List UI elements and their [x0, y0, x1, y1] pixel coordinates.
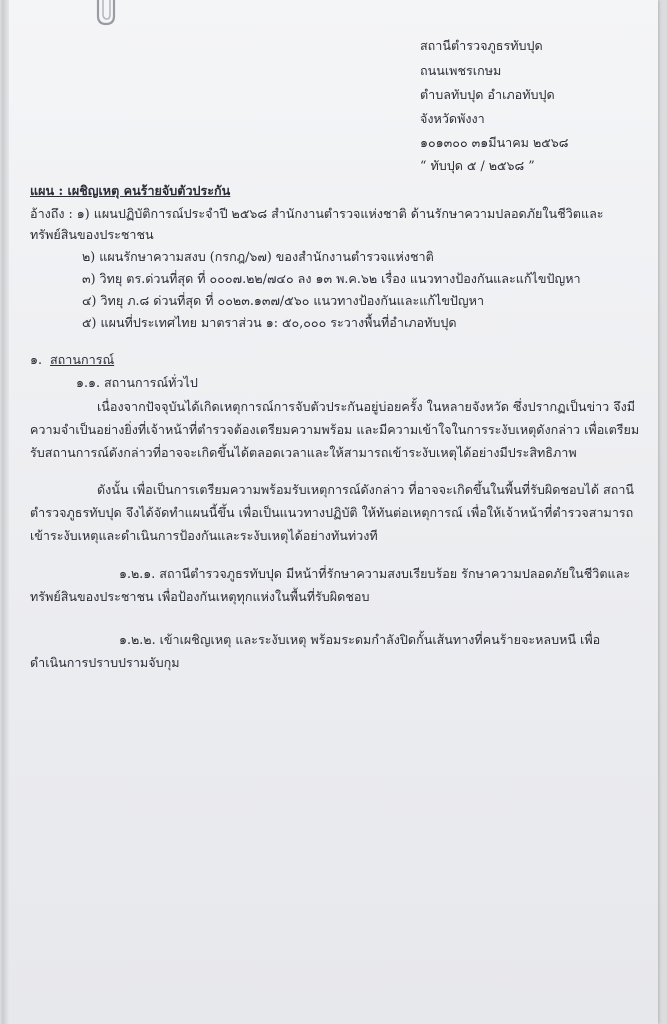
- reference-intro: อ้างถึง : ๑) แผนปฏิบัติการณ์ประจำปี ๒๕๖๘ สำนักงานตำรวจแห่งชาติ ด้านรักษาความปลอดภัยในชีวิตและ: [30, 206, 604, 221]
- document-number: “ ทับปุด ๕ / ๒๕๖๘ ”: [420, 158, 535, 173]
- address-line: ถนนเพชรเกษม: [420, 63, 502, 78]
- paragraph-line: ดำเนินการปราบปรามจับกุม: [30, 655, 180, 670]
- paragraph-line: ๑.๒.๒. เข้าเผชิญเหตุ และระงับเหตุ พร้อมระดมกำลังปิดกั้นเส้นทางที่คนร้ายจะหลบหนี เพื่อ: [119, 632, 601, 647]
- page-edge: [2, 0, 9, 1024]
- document-page: [2, 0, 658, 1024]
- paragraph-line: เนื่องจากปัจจุบันได้เกิดเหตุการณ์การจับตัวประกันอยู่บ่อยครั้ง ในหลายจังหวัด ซึ่งปรากฏเป็นข่าว จึงมี: [97, 399, 636, 414]
- address-line: สถานีตำรวจภูธรทับปุด: [420, 38, 543, 53]
- paragraph-line: ความจำเป็นอย่างยิ่งที่เจ้าหน้าที่ตำรวจต้องเตรียมความพร้อม และมีความเข้าใจในการระงับเหตุดังกล่าว เพื่อเตรียม: [30, 422, 640, 437]
- paragraph-line: รับสถานการณ์ดังกล่าวที่อาจจะเกิดขึ้นได้ตลอดเวลาและให้สามารถเข้าระงับเหตุได้อย่างมีประสิทธิภาพ: [30, 445, 577, 460]
- address-line: ตำบลทับปุด อำเภอทับปุด: [420, 87, 555, 102]
- paragraph-line: เข้าระงับเหตุและดำเนินการป้องกันและระงับเหตุได้อย่างทันท่วงที: [30, 528, 378, 543]
- reference-item: ๕) แผนที่ประเทศไทย มาตราส่วน ๑: ๕๐,๐๐๐ ระวางพื้นที่อำเภอทับปุด: [82, 315, 457, 330]
- section-number: ๑.: [30, 352, 42, 367]
- paragraph-line: ๑.๒.๑. สถานีตำรวจภูธรทับปุด มีหน้าที่รักษาความสงบเรียบร้อย รักษาความปลอดภัยในชีวิตและ: [119, 566, 631, 581]
- reference-item: ๓) วิทยุ ตร.ด่วนที่สุด ที่ ๐๐๐๗.๒๒/๗๔๐ ลง ๑๓ พ.ค.๖๒ เรื่อง แนวทางป้องกันและแก้ไขปัญหา: [82, 271, 581, 286]
- paragraph-line: ทรัพย์สินของประชาชน เพื่อป้องกันเหตุทุกแห่งในพื้นที่รับผิดชอบ: [30, 589, 370, 604]
- reference-intro-cont: ทรัพย์สินของประชาชน: [30, 227, 154, 242]
- paragraph-line: ตำรวจภูธรทับปุด จึงได้จัดทำแผนนี้ขึ้น เพื่อเป็นแนวทางปฏิบัติ ให้ทันต่อเหตุการณ์ เพื่อให้เจ้าหน้าที่ตำรวจสามารถ: [30, 505, 634, 520]
- paragraph-line: ดังนั้น เพื่อเป็นการเตรียมความพร้อมรับเหตุการณ์ดังกล่าว ที่อาจจะเกิดขึ้นในพื้นที่รับผิดชอบได้ สถานี: [97, 482, 635, 497]
- reference-item: ๒) แผนรักษาความสงบ (กรกฎ/๖๗) ของสำนักงานตำรวจแห่งชาติ: [82, 249, 434, 264]
- sub-heading: ๑.๑. สถานการณ์ทั่วไป: [76, 375, 198, 390]
- reference-item: ๔) วิทยุ ภ.๘ ด่วนที่สุด ที่ ๐๐๒๓.๑๓๗/๕๖๐ แนวทางป้องกันและแก้ไขปัญหา: [82, 293, 485, 308]
- paper-clip-icon: [90, 0, 130, 34]
- section-heading: สถานการณ์: [50, 352, 115, 367]
- address-line: จังหวัดพังงา: [420, 111, 485, 126]
- plan-title: แผน : เผชิญเหตุ คนร้ายจับตัวประกัน: [30, 183, 231, 198]
- document-date: ๑๐๑๓๐๐ ๓๑มีนาคม ๒๕๖๘: [420, 135, 569, 150]
